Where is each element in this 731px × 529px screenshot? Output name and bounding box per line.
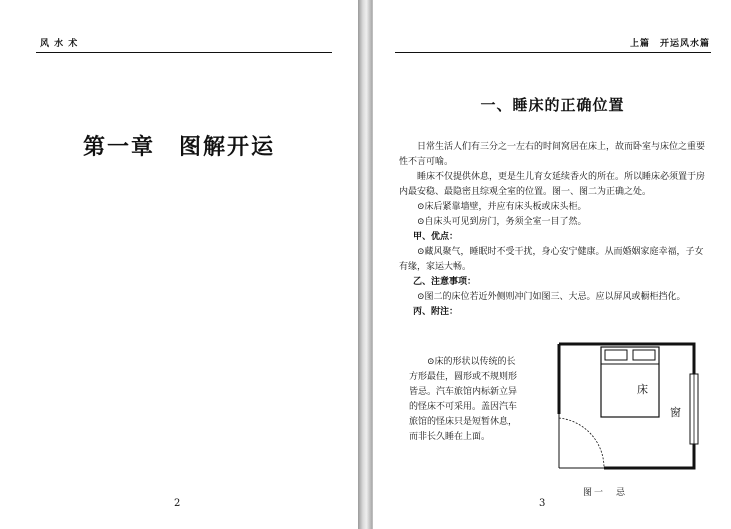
- bedroom-floor-plan: [549, 336, 709, 481]
- section-title: 一、睡床的正确位置: [480, 96, 625, 114]
- running-head: 上篇 开运风水篇: [629, 39, 710, 49]
- header-rule: [36, 52, 332, 53]
- bed-label: 床: [637, 383, 648, 396]
- note-line: 旅馆的怪床只是短暂休息，: [409, 417, 518, 427]
- paragraph: 日常生活人们有三分之一左右的时间窝居在床上，故而卧室与床位之重要性不言可喻。: [399, 142, 706, 167]
- body-text: [399, 140, 711, 320]
- page-number: 3: [539, 498, 546, 509]
- section-a-label: 甲、优点：: [413, 232, 459, 242]
- pillow: [605, 350, 627, 360]
- section-c-label: 丙、附注：: [413, 307, 459, 317]
- section-c-text: [409, 355, 549, 445]
- header-rule: [395, 52, 711, 53]
- paragraph: 睡床不仅提供休息，更是生儿育女延续香火的所在。所以睡床必须置于房内最安稳、最隐密且综观全室的位置。图一、图二为正确之处。: [399, 172, 706, 197]
- note-line: 皆忌。汽车旅馆内标新立异: [409, 387, 518, 397]
- pillow: [633, 350, 655, 360]
- figure-caption: 图一 忌: [583, 488, 628, 498]
- note-line: 而非长久睡在上面。: [409, 432, 491, 442]
- paragraph: ⊙自床头可见到房门，务须全室一目了然。: [417, 217, 587, 227]
- right-page: [372, 0, 731, 529]
- section-b-label: 乙、注意事项：: [413, 277, 477, 287]
- door-swing-arc: [559, 418, 604, 468]
- note-line: 的怪床不可采用。盖因汽车: [409, 402, 518, 412]
- section-a-text: ⊙藏风聚气，睡眠时不受干扰，身心安宁健康。从而婚姻家庭幸福，子女有缘，家运大畅。: [399, 247, 704, 272]
- note-line: 方形最佳，圆形或不规则形: [409, 372, 518, 382]
- chapter-title: 第一章 图解开运: [82, 134, 275, 160]
- page-number: 2: [174, 498, 181, 509]
- left-page: [0, 0, 359, 529]
- window-label: 窗: [670, 406, 681, 419]
- note-line: ⊙床的形状以传统的长: [427, 357, 516, 367]
- running-head: 风 水 术: [40, 39, 79, 49]
- section-b-text: ⊙图二的床位若近外侧则冲门如图三、大忌。应以屏风或橱柜挡化。: [417, 292, 686, 302]
- book-gutter: [358, 0, 372, 529]
- paragraph: ⊙床后紧靠墙壁，并应有床头板或床头柜。: [417, 202, 587, 212]
